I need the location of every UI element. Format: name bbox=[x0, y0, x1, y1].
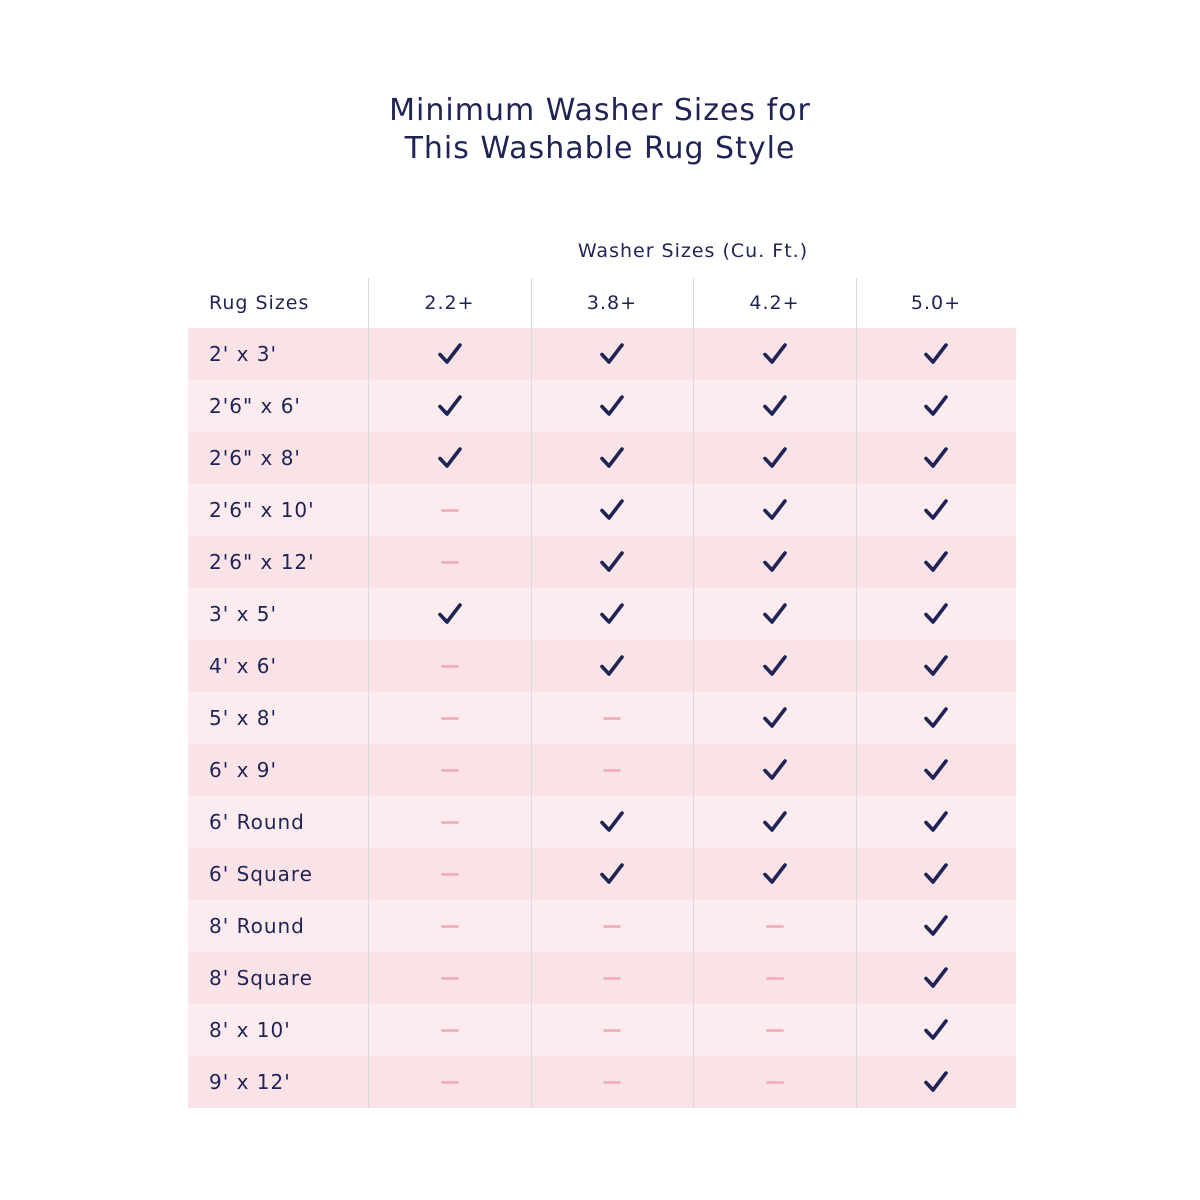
compatibility-cell bbox=[368, 900, 531, 952]
table-header-row bbox=[188, 278, 1016, 328]
check-icon bbox=[599, 861, 625, 887]
table-row bbox=[188, 1004, 1016, 1056]
table-row bbox=[188, 536, 1016, 588]
compatibility-cell bbox=[856, 848, 1016, 900]
check-icon bbox=[599, 809, 625, 835]
check-icon bbox=[599, 393, 625, 419]
rug-size-label: 2' x 3' bbox=[209, 342, 277, 366]
check-icon bbox=[762, 549, 788, 575]
check-icon bbox=[923, 445, 949, 471]
check-icon bbox=[762, 861, 788, 887]
compatibility-cell bbox=[856, 1004, 1016, 1056]
title-line-1: Minimum Washer Sizes for bbox=[389, 93, 811, 128]
table-row bbox=[188, 744, 1016, 796]
check-icon bbox=[923, 1069, 949, 1095]
rug-size-label: 2'6" x 8' bbox=[209, 446, 301, 470]
compatibility-cell bbox=[368, 536, 531, 588]
table-row bbox=[188, 640, 1016, 692]
check-icon bbox=[437, 445, 463, 471]
dash-icon bbox=[441, 769, 459, 772]
dash-icon bbox=[441, 925, 459, 928]
compatibility-cell bbox=[368, 640, 531, 692]
rug-size-label: 4' x 6' bbox=[209, 654, 277, 678]
dash-icon bbox=[441, 1029, 459, 1032]
compatibility-cell bbox=[531, 900, 693, 952]
dash-icon bbox=[603, 1029, 621, 1032]
compatibility-cell bbox=[368, 796, 531, 848]
compatibility-cell bbox=[693, 952, 856, 1004]
compatibility-cell bbox=[531, 380, 693, 432]
compatibility-cell bbox=[368, 380, 531, 432]
dash-icon bbox=[603, 925, 621, 928]
compatibility-cell bbox=[856, 588, 1016, 640]
washer-sizes-header: Washer Sizes (Cu. Ft.) bbox=[577, 240, 809, 262]
rug-size-label: 8' x 10' bbox=[209, 1018, 291, 1042]
compatibility-cell bbox=[856, 536, 1016, 588]
dash-icon bbox=[766, 1081, 784, 1084]
compatibility-cell bbox=[531, 328, 693, 380]
washer-size-header: 2.2+ bbox=[424, 292, 475, 314]
check-icon bbox=[762, 445, 788, 471]
compatibility-cell bbox=[856, 380, 1016, 432]
check-icon bbox=[437, 393, 463, 419]
compatibility-cell bbox=[693, 484, 856, 536]
compatibility-cell bbox=[368, 1004, 531, 1056]
compatibility-cell bbox=[531, 796, 693, 848]
check-icon bbox=[762, 601, 788, 627]
dash-icon bbox=[441, 977, 459, 980]
dash-icon bbox=[766, 1029, 784, 1032]
compatibility-cell bbox=[856, 484, 1016, 536]
compatibility-cell bbox=[531, 1004, 693, 1056]
dash-icon bbox=[603, 717, 621, 720]
rug-size-label: 2'6" x 10' bbox=[209, 498, 315, 522]
check-icon bbox=[923, 809, 949, 835]
check-icon bbox=[923, 601, 949, 627]
check-icon bbox=[762, 757, 788, 783]
check-icon bbox=[437, 341, 463, 367]
table-row bbox=[188, 1056, 1016, 1108]
compatibility-cell bbox=[368, 1056, 531, 1108]
check-icon bbox=[923, 497, 949, 523]
compatibility-cell bbox=[368, 328, 531, 380]
table-row bbox=[188, 900, 1016, 952]
dash-icon bbox=[603, 1081, 621, 1084]
dash-icon bbox=[441, 561, 459, 564]
title-line-2: This Washable Rug Style bbox=[404, 131, 796, 166]
table-row bbox=[188, 796, 1016, 848]
rug-size-label: 8' Round bbox=[209, 914, 305, 938]
rug-size-label: 9' x 12' bbox=[209, 1070, 291, 1094]
check-icon bbox=[923, 393, 949, 419]
compatibility-cell bbox=[368, 744, 531, 796]
check-icon bbox=[762, 653, 788, 679]
compatibility-cell bbox=[531, 952, 693, 1004]
compatibility-cell bbox=[693, 692, 856, 744]
check-icon bbox=[762, 705, 788, 731]
table-body bbox=[188, 328, 1016, 1108]
dash-icon bbox=[441, 717, 459, 720]
rug-size-label: 5' x 8' bbox=[209, 706, 277, 730]
dash-icon bbox=[441, 1081, 459, 1084]
compatibility-cell bbox=[531, 640, 693, 692]
column-divider bbox=[531, 278, 532, 1108]
table-row bbox=[188, 952, 1016, 1004]
compatibility-cell bbox=[856, 640, 1016, 692]
page-title bbox=[0, 92, 1200, 168]
check-icon bbox=[762, 341, 788, 367]
compatibility-cell bbox=[368, 952, 531, 1004]
table-row bbox=[188, 432, 1016, 484]
compatibility-cell bbox=[693, 640, 856, 692]
compatibility-cell bbox=[693, 588, 856, 640]
compatibility-cell bbox=[368, 692, 531, 744]
table-row bbox=[188, 692, 1016, 744]
compatibility-cell bbox=[531, 692, 693, 744]
check-icon bbox=[599, 549, 625, 575]
check-icon bbox=[599, 497, 625, 523]
compatibility-cell bbox=[531, 744, 693, 796]
compatibility-cell bbox=[531, 484, 693, 536]
check-icon bbox=[923, 653, 949, 679]
check-icon bbox=[923, 965, 949, 991]
compatibility-cell bbox=[693, 900, 856, 952]
compatibility-cell bbox=[368, 484, 531, 536]
dash-icon bbox=[766, 925, 784, 928]
check-icon bbox=[599, 601, 625, 627]
check-icon bbox=[923, 913, 949, 939]
rug-size-label: 6' Round bbox=[209, 810, 305, 834]
compatibility-cell bbox=[693, 536, 856, 588]
dash-icon bbox=[603, 977, 621, 980]
dash-icon bbox=[603, 769, 621, 772]
check-icon bbox=[599, 341, 625, 367]
compatibility-cell bbox=[531, 536, 693, 588]
compatibility-cell bbox=[693, 796, 856, 848]
compatibility-cell bbox=[693, 380, 856, 432]
compatibility-cell bbox=[693, 848, 856, 900]
table-row bbox=[188, 848, 1016, 900]
washer-size-header: 3.8+ bbox=[586, 292, 638, 314]
check-icon bbox=[923, 861, 949, 887]
compatibility-cell bbox=[368, 848, 531, 900]
compatibility-cell bbox=[856, 900, 1016, 952]
compatibility-cell bbox=[693, 744, 856, 796]
compatibility-cell bbox=[368, 432, 531, 484]
rug-sizes-header: Rug Sizes bbox=[209, 292, 310, 314]
check-icon bbox=[762, 393, 788, 419]
rug-size-label: 2'6" x 12' bbox=[209, 550, 315, 574]
compatibility-cell bbox=[368, 588, 531, 640]
check-icon bbox=[923, 341, 949, 367]
compatibility-table bbox=[188, 278, 1016, 1108]
compatibility-cell bbox=[693, 432, 856, 484]
compatibility-cell bbox=[856, 1056, 1016, 1108]
rug-size-label: 6' x 9' bbox=[209, 758, 277, 782]
table-row bbox=[188, 484, 1016, 536]
compatibility-cell bbox=[531, 432, 693, 484]
table-row bbox=[188, 588, 1016, 640]
column-divider bbox=[693, 278, 694, 1108]
table-row bbox=[188, 328, 1016, 380]
column-divider bbox=[856, 278, 857, 1108]
compatibility-cell bbox=[693, 328, 856, 380]
rug-size-label: 6' Square bbox=[209, 862, 313, 886]
washer-size-header: 4.2+ bbox=[749, 292, 800, 314]
column-divider bbox=[368, 278, 369, 1108]
table-row bbox=[188, 380, 1016, 432]
rug-size-label: 8' Square bbox=[209, 966, 313, 990]
check-icon bbox=[599, 445, 625, 471]
check-icon bbox=[923, 757, 949, 783]
rug-size-label: 3' x 5' bbox=[209, 602, 277, 626]
dash-icon bbox=[441, 509, 459, 512]
compatibility-cell bbox=[531, 588, 693, 640]
compatibility-cell bbox=[531, 848, 693, 900]
compatibility-cell bbox=[856, 796, 1016, 848]
compatibility-cell bbox=[856, 432, 1016, 484]
compatibility-cell bbox=[856, 692, 1016, 744]
dash-icon bbox=[441, 821, 459, 824]
compatibility-cell bbox=[856, 328, 1016, 380]
check-icon bbox=[923, 705, 949, 731]
dash-icon bbox=[766, 977, 784, 980]
compatibility-cell bbox=[856, 952, 1016, 1004]
check-icon bbox=[437, 601, 463, 627]
check-icon bbox=[599, 653, 625, 679]
check-icon bbox=[762, 809, 788, 835]
check-icon bbox=[923, 1017, 949, 1043]
washer-size-header: 5.0+ bbox=[910, 292, 962, 314]
dash-icon bbox=[441, 873, 459, 876]
check-icon bbox=[762, 497, 788, 523]
compatibility-cell bbox=[693, 1004, 856, 1056]
compatibility-cell bbox=[693, 1056, 856, 1108]
check-icon bbox=[923, 549, 949, 575]
compatibility-cell bbox=[531, 1056, 693, 1108]
dash-icon bbox=[441, 665, 459, 668]
rug-size-label: 2'6" x 6' bbox=[209, 394, 301, 418]
compatibility-cell bbox=[856, 744, 1016, 796]
